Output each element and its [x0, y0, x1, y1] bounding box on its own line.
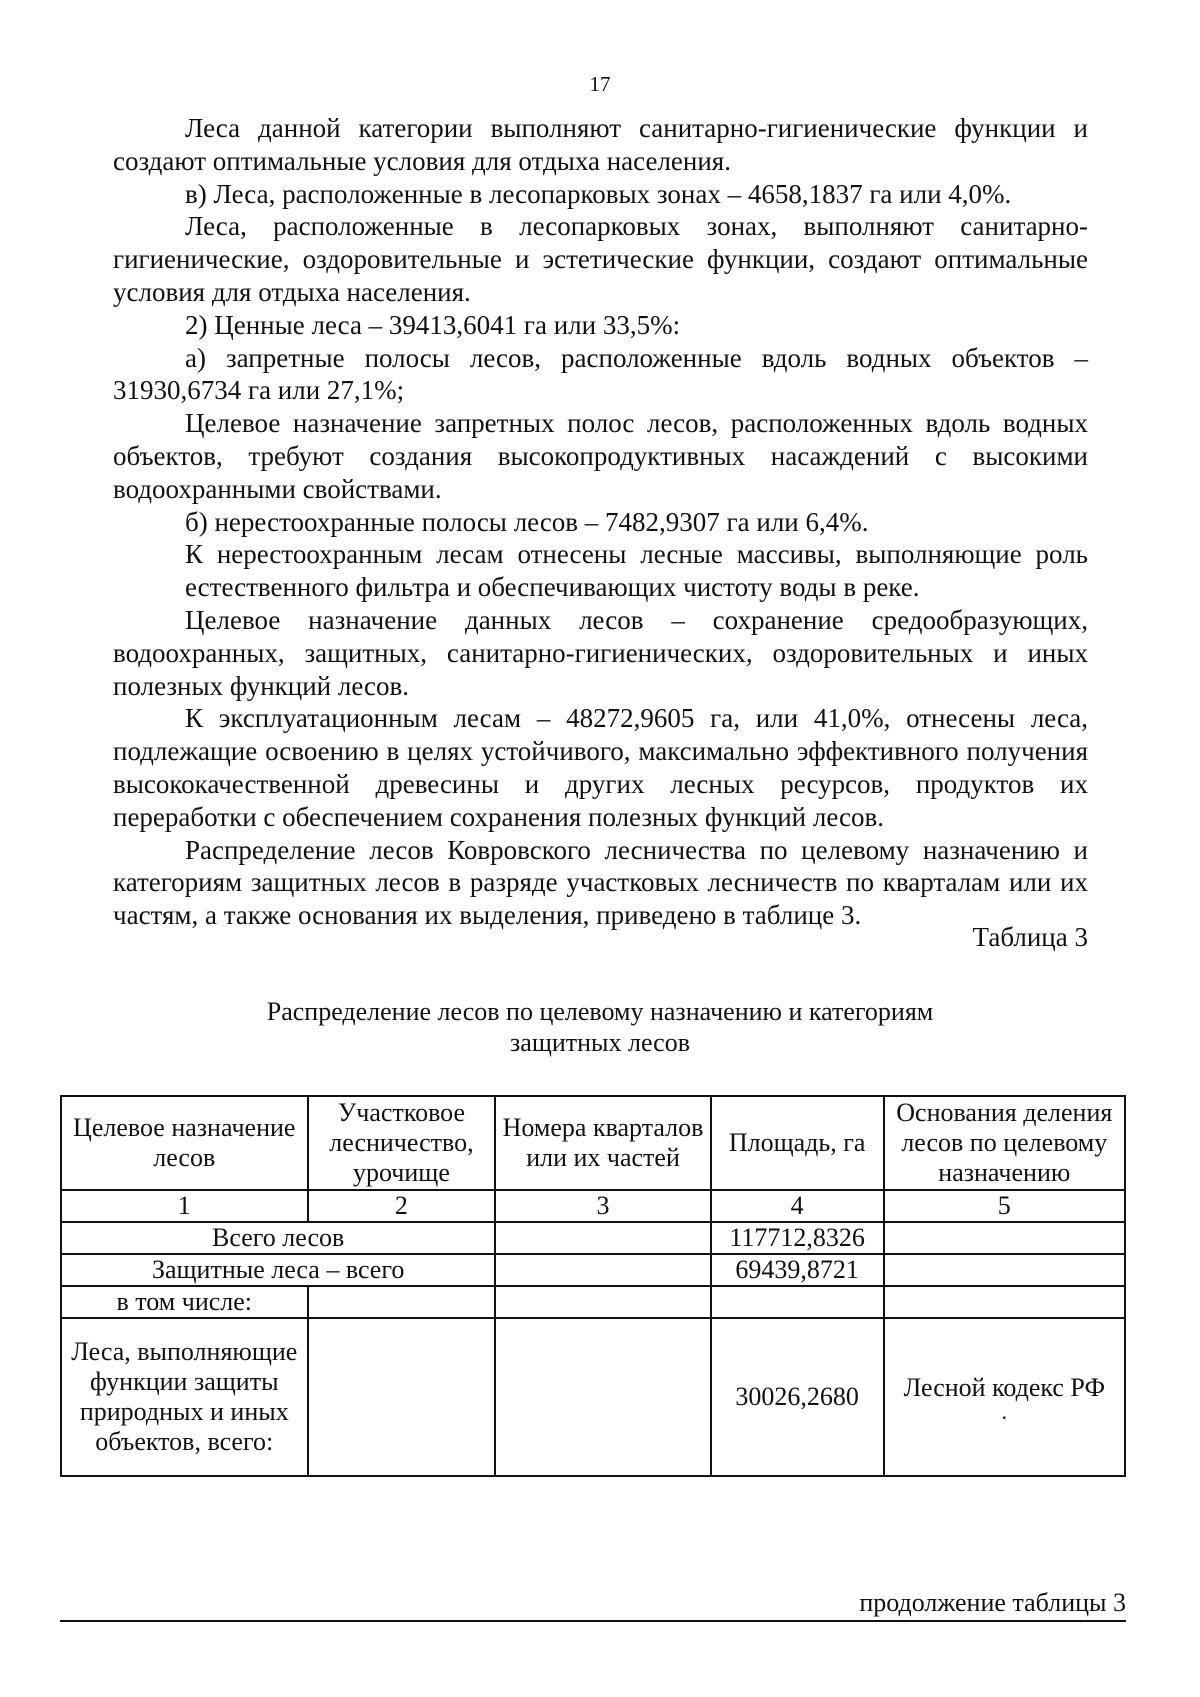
- paragraph: б) нерестоохранные полосы лесов – 7482,9307 га или 6,4%.: [185, 506, 869, 537]
- basis-text: Лесной кодекс РФ: [903, 1373, 1105, 1402]
- column-number: 1: [61, 1190, 308, 1222]
- column-header: Целевое назначение лесов: [61, 1096, 308, 1190]
- paragraph: в) Леса, расположенные в лесопарковых зонах – 4658,1837 га или 4,0%.: [185, 178, 1012, 209]
- column-number: 4: [711, 1190, 884, 1222]
- table-header-row: [61, 1096, 1125, 1190]
- row-label: Всего лесов: [61, 1222, 495, 1254]
- table-row: [61, 1318, 1125, 1476]
- paragraph: Леса, расположенные в лесопарковых зонах, выполняют санитарно-гигиенические, оздоровительные и эстетические функции, создают оптимальные условия для отдыха населения.: [113, 211, 1088, 307]
- column-header: Площадь, га: [711, 1096, 884, 1190]
- basis-cell: [884, 1286, 1125, 1318]
- column-number: 3: [495, 1190, 710, 1222]
- page-number: 17: [589, 72, 611, 96]
- column-header: Основания деления лесов по целевому назначению: [884, 1096, 1125, 1190]
- row-label: Леса, выполняющие функции защиты природных и иных объектов, всего:: [61, 1318, 308, 1476]
- quarters-cell: [495, 1286, 710, 1318]
- paragraph: 2) Ценные леса – 39413,6041 га или 33,5%:: [185, 309, 681, 340]
- basis-cell: [884, 1254, 1125, 1286]
- paragraph: Распределение лесов Ковровского лесничества по целевому назначению и категориям защитных лесов в разряде участковых лесничеств по кварталам или их частям, а также основания их выделения, приведено в таблице 3.: [113, 834, 1088, 931]
- paragraph: Леса данной категории выполняют санитарно-гигиенические функции и создают оптимальные условия для отдыха населения.: [113, 113, 1088, 176]
- area-cell: 117712,8326: [711, 1222, 884, 1254]
- area-cell: 30026,2680: [711, 1318, 884, 1476]
- table-title-line: защитных лесов: [510, 1028, 690, 1057]
- forestry-cell: [308, 1286, 496, 1318]
- table-title-line: Распределение лесов по целевому назначению и категориям: [266, 997, 934, 1026]
- table-label: Таблица 3: [972, 922, 1088, 952]
- row-label: Защитные леса – всего: [61, 1254, 495, 1286]
- column-number: 2: [308, 1190, 496, 1222]
- forestry-cell: [308, 1318, 496, 1476]
- column-header: Номера кварталов или их частей: [495, 1096, 710, 1190]
- area-cell: [711, 1286, 884, 1318]
- column-number-row: [61, 1190, 1125, 1222]
- paragraph: Целевое назначение запретных полос лесов, расположенных вдоль водных объектов, требуют создания высокопродуктивных насаждений с высокими водоохранными свойствами.: [113, 408, 1088, 504]
- paragraph: Целевое назначение данных лесов – сохранение средообразующих, водоохранных, защитных, санитарно-гигиенических, оздоровительных и иных полезных функций лесов.: [113, 604, 1088, 701]
- quarters-cell: [495, 1254, 710, 1286]
- table-continued-label: продолжение таблицы 3: [60, 1588, 1126, 1622]
- paragraph: а) запретные полосы лесов, расположенные вдоль водных объектов – 31930,6734 га или 27,1%;: [113, 342, 1088, 406]
- quarters-cell: [495, 1222, 710, 1254]
- body-text: [113, 112, 1088, 932]
- area-cell: 69439,8721: [711, 1254, 884, 1286]
- table-row: [61, 1254, 1125, 1286]
- table-row: [61, 1286, 1125, 1318]
- column-header: Участковое лесничество, урочище: [308, 1096, 496, 1190]
- paragraph: К эксплуатационным лесам – 48272,9605 га, или 41,0%, отнесены леса, подлежащие освоению в целях устойчивого, максимально эффективного получения высококачественной древесины и других лесных ресурсов, продуктов их переработки с обеспечением сохранения полезных функций лесов.: [113, 703, 1088, 832]
- basis-cell: [884, 1222, 1125, 1254]
- basis-mark: .: [1001, 1399, 1008, 1424]
- quarters-cell: [495, 1318, 710, 1476]
- paragraph: К нерестоохранным лесам отнесены лесные массивы, выполняющие роль естественного фильтра и обеспечивающих чистоту воды в реке.: [185, 539, 1088, 603]
- basis-cell: [884, 1318, 1125, 1476]
- table-title: [0, 996, 1200, 1058]
- column-number: 5: [884, 1190, 1125, 1222]
- forest-distribution-table: [60, 1095, 1126, 1477]
- row-label: в том числе:: [61, 1286, 308, 1318]
- table-row: [61, 1222, 1125, 1254]
